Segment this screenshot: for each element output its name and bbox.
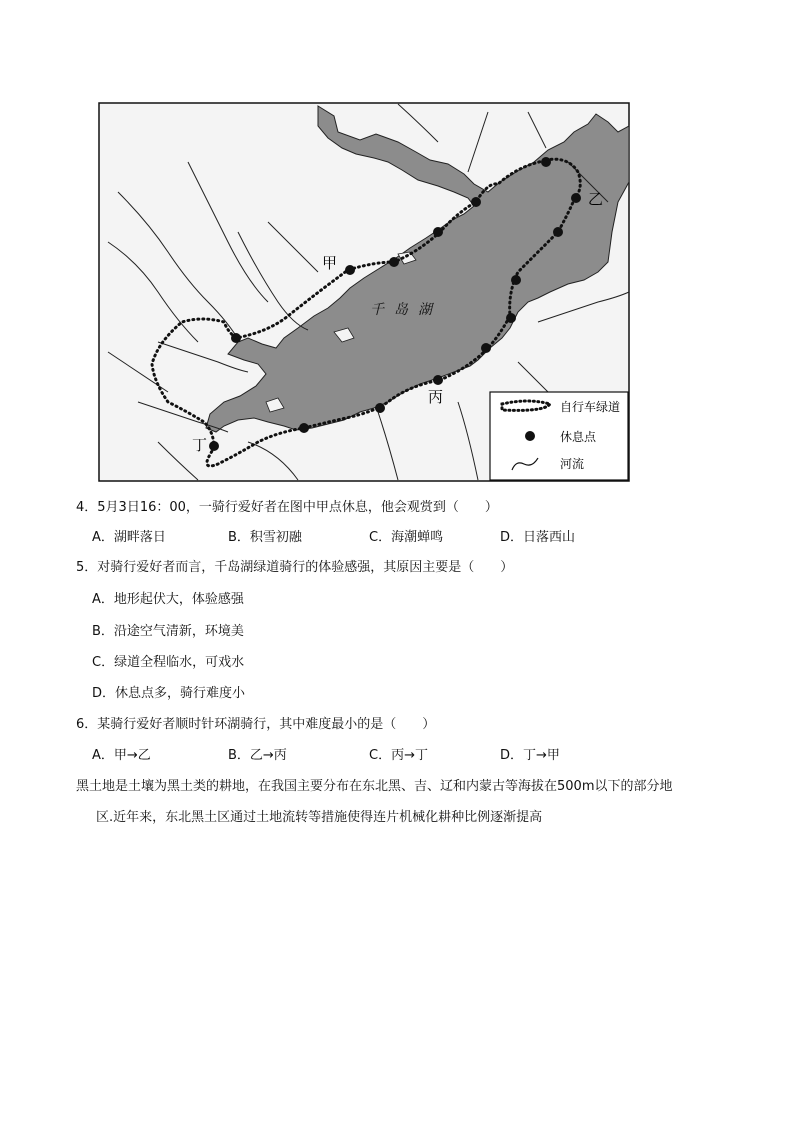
lake-name: 千岛湖	[370, 302, 442, 318]
map-figure	[98, 102, 630, 482]
q6-option-b: B．乙→丙	[228, 748, 287, 763]
q5-option-a: A．地形起伏大，体验感强	[92, 592, 244, 607]
legend-greenway: 自行车绿道	[560, 400, 621, 414]
q6-option-a: A．甲→乙	[92, 748, 151, 763]
point-label-ding: 丁	[192, 436, 208, 454]
lake-map	[98, 102, 630, 482]
question-4-stem: 4．5月3日16：00，一骑行爱好者在图中甲点休息，他会观赏到（ ）	[76, 500, 498, 515]
q4-option-a: A．湖畔落日	[92, 530, 166, 545]
q5-option-b: B．沿途空气清新，环境美	[92, 624, 244, 639]
legend-river: 河流	[560, 457, 585, 471]
legend	[490, 392, 628, 480]
question-5-stem: 5．对骑行爱好者而言，千岛湖绿道骑行的体验感强，其原因主要是（ ）	[76, 560, 514, 575]
question-6-stem: 6．某骑行爱好者顺时针环湖骑行，其中难度最小的是（ ）	[76, 717, 436, 732]
q4-option-d: D．日落西山	[500, 530, 576, 545]
q4-option-b: B．积雪初融	[228, 530, 302, 545]
q5-option-d: D．休息点多，骑行难度小	[92, 686, 246, 701]
legend-rest: 休息点	[560, 430, 597, 444]
q6-option-c: C．丙→丁	[369, 748, 428, 763]
q4-option-c: C．海潮蝉鸣	[369, 530, 444, 545]
point-label-jia: 甲	[322, 254, 338, 272]
point-label-yi: 乙	[588, 190, 604, 208]
point-label-bing: 丙	[428, 388, 444, 406]
q5-option-c: C．绿道全程临水，可戏水	[92, 655, 245, 670]
q6-option-d: D．丁→甲	[500, 748, 560, 763]
passage-line-1: 黑土地是土壤为黑土类的耕地，在我国主要分布在东北黑、吉、辽和内蒙古等海拔在500m以下的部分地	[76, 779, 673, 794]
legend-rest-symbol	[525, 431, 535, 441]
passage-line-2: 区.近年来，东北黑土区通过土地流转等措施使得连片机械化耕种比例逐渐提高	[96, 810, 543, 825]
